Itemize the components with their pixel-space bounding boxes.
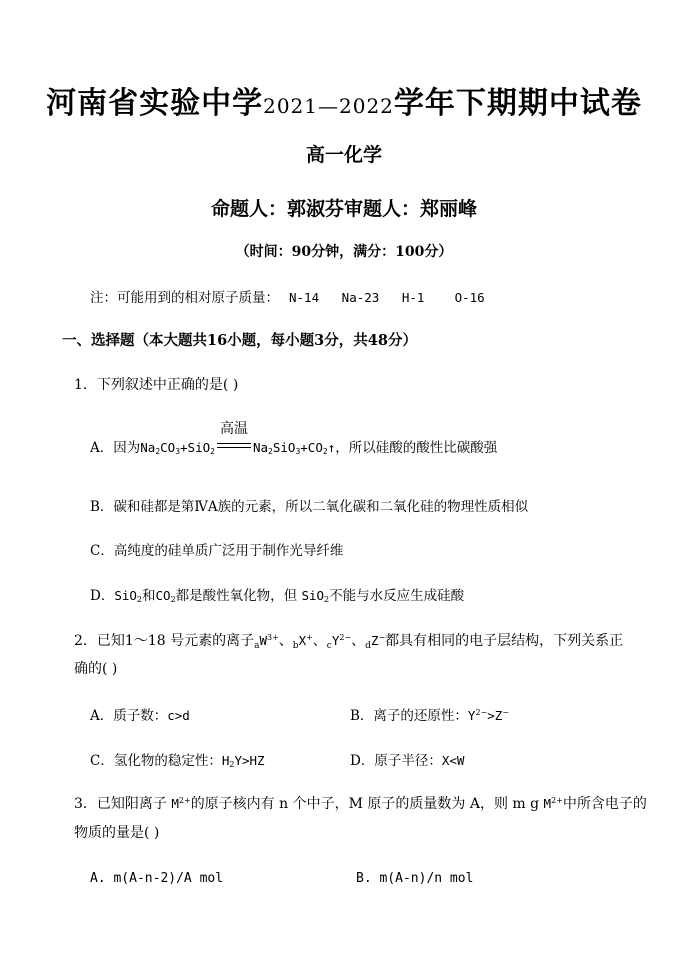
question-2-option-c: C．氢化物的稳定性：$H_2Y>HZ$	[90, 753, 265, 769]
question-1-option-a: A．因为$Na_2CO_3+SiO_2$ 高温 $Na_2SiO_3+CO_2↑$，所以硅酸的酸性比碳酸强	[90, 421, 498, 456]
exam-title: 河南省实验中学2021—2022学年下期期中试卷	[46, 86, 642, 121]
question-3-stem-line-1: 3．已知阳离子 $M^{2+}$的原子核内有 n 个中子，M 原子的质量数为 A，则 m g $M^{2+}$中所含电子的	[74, 796, 647, 812]
question-1-option-b: B．碳和硅都是第ⅣA族的元素，所以二氧化碳和二氧化硅的物理性质相似	[90, 499, 529, 515]
question-1-stem: 1．下列叙述中正确的是( )	[74, 377, 239, 393]
question-1-option-d: D．SiO$_2$和$CO_2$都是酸性氧化物，但 SiO$_2$不能与水反应生成硅酸	[90, 588, 465, 604]
question-3-option-b: B. m(A-n)/n mol	[356, 871, 474, 886]
question-2-option-b: B．离子的还原性：$Y^{2-}>Z^-$	[350, 708, 510, 724]
section-header: 一、选择题（本大题共16小题，每小题3分，共48分）	[62, 332, 417, 349]
question-2-stem-line-1: 2．已知1～18 号元素的离子$_aW^{3+}$、$_b$X+、$_cY^{2-}$、$_d$Z−都具有相同的电子层结构，下列关系正	[74, 633, 624, 651]
time-info: （时间：90分钟，满分：100分）	[235, 244, 453, 260]
atomic-mass-note: 注：可能用到的相对原子质量： N-14 Na-23 H-1 O-16	[90, 290, 485, 306]
question-3-stem-line-2: 物质的量是( )	[74, 825, 160, 841]
question-2-option-a: A．质子数：c>d	[90, 708, 190, 724]
reaction-arrow: 高温	[216, 440, 252, 456]
question-1-option-c: C．高纯度的硅单质广泛用于制作光导纤维	[90, 543, 344, 559]
authors-line: 命题人：郭淑芬审题人：郑丽峰	[210, 198, 477, 220]
question-2-option-d: D．原子半径：X<W	[350, 753, 465, 769]
question-3-option-a: A. m(A-n-2)/A mol	[90, 871, 224, 886]
question-2-stem-line-2: 确的( )	[74, 661, 118, 677]
subject-title: 高一化学	[305, 144, 382, 166]
